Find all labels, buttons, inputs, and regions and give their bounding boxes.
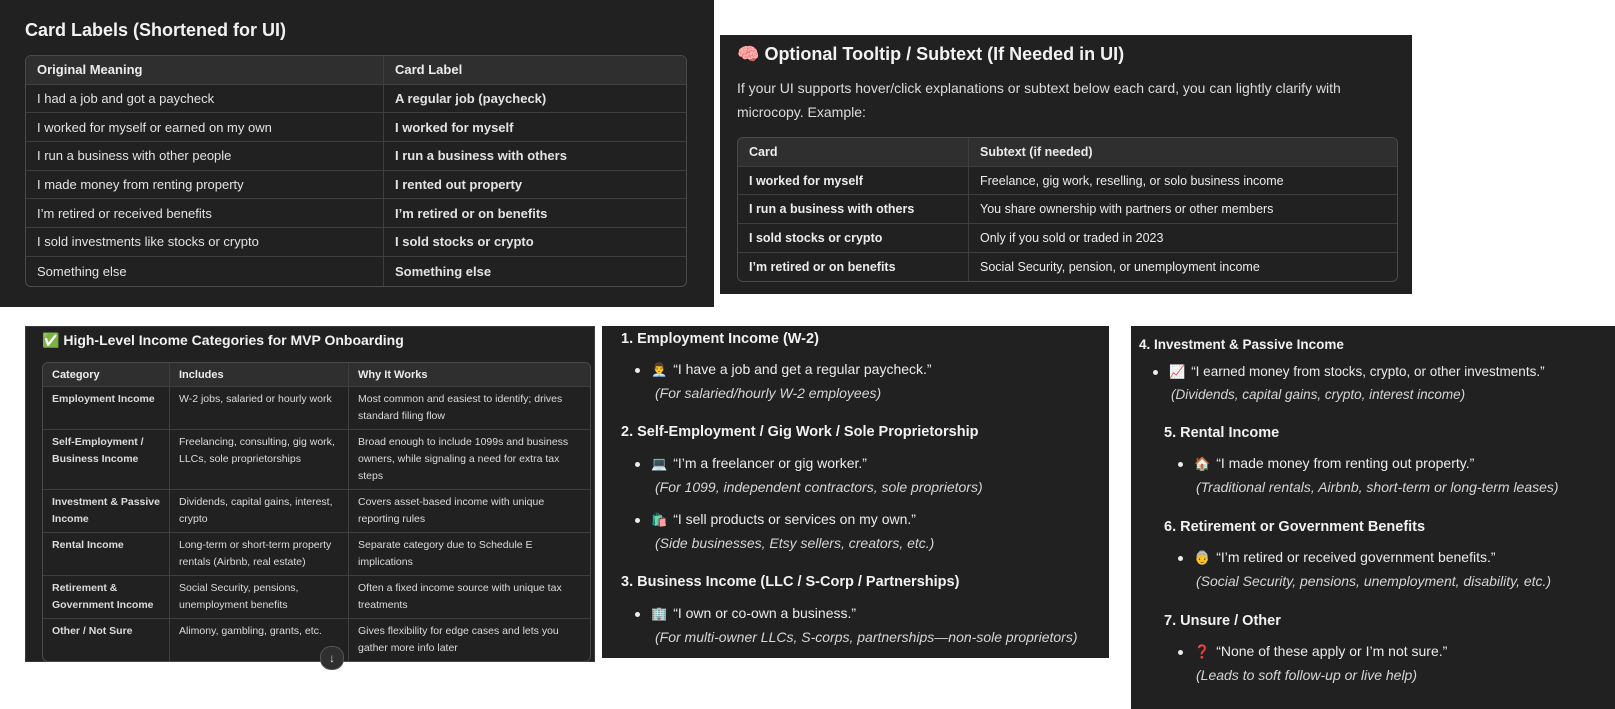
table-cell: I sold stocks or crypto — [383, 228, 686, 257]
brain-icon: 🧠 — [737, 44, 760, 64]
chart-increasing-icon: 📈 — [1169, 364, 1186, 379]
table-row — [26, 199, 686, 228]
table-cell: I worked for myself — [383, 113, 686, 142]
table-cell: You share ownership with partners or other members — [968, 195, 1397, 224]
table-cell: I’m retired or on benefits — [383, 199, 686, 228]
list-item: 🛍️ “I sell products or services on my own.” — [635, 511, 916, 528]
table-cell: Other / Not Sure — [52, 625, 133, 637]
table-cell: Alimony, gambling, grants, etc. — [169, 619, 348, 661]
table-cell: I worked for myself or earned on my own — [26, 113, 383, 142]
list-item: 👨‍💼 “I have a job and get a regular paycheck.” — [635, 361, 932, 378]
categories-panel — [25, 326, 595, 665]
list-item-subtext: (For multi-owner LLCs, S-corps, partnerships—non-sole proprietors) — [655, 629, 1078, 645]
categories-table — [42, 362, 591, 662]
laptop-icon: 💻 — [651, 456, 668, 471]
table-row — [43, 387, 590, 430]
card-labels-table — [25, 55, 687, 287]
office-worker-icon: 👨‍💼 — [651, 362, 668, 377]
table-row — [26, 113, 686, 142]
table-cell: I sold stocks or crypto — [738, 224, 968, 253]
section-heading: 5. Rental Income — [1164, 425, 1280, 441]
list-item-subtext: (For 1099, independent contractors, sole proprietors) — [655, 479, 983, 495]
tooltip-intro: If your UI supports hover/click explanations or subtext below each card, you can lightly clarify with microcopy. Example: — [737, 80, 1341, 120]
column-header: Includes — [169, 363, 348, 387]
table-cell: Something else — [383, 257, 686, 286]
table-cell: Freelance, gig work, reselling, or solo business income — [968, 167, 1397, 196]
table-cell: W-2 jobs, salaried or hourly work — [169, 387, 348, 430]
tooltip-title-text: Optional Tooltip / Subtext (If Needed in UI) — [764, 44, 1125, 64]
check-icon: ✅ — [42, 332, 60, 348]
older-person-icon: 👵 — [1194, 550, 1211, 565]
categories-title-text: High-Level Income Categories for MVP Onboarding — [63, 332, 404, 348]
house-icon: 🏠 — [1194, 456, 1211, 471]
income-list-panel-1 — [602, 326, 1109, 658]
scroll-down-button[interactable] — [320, 646, 344, 670]
list-item: 🏢 “I own or co-own a business.” — [635, 605, 856, 622]
list-item: 💻 “I’m a freelancer or gig worker.” — [635, 455, 867, 472]
table-cell: I run a business with others — [383, 142, 686, 171]
table-cell: Long-term or short-term property rentals (Airbnb, real estate) — [169, 533, 348, 576]
table-cell: Covers asset-based income with unique reporting rules — [348, 490, 590, 533]
column-header: Original Meaning — [26, 56, 383, 85]
table-cell: Rental Income — [43, 533, 169, 576]
table-cell: Freelancing, consulting, gig work, LLCs, sole proprietorships — [169, 430, 348, 490]
table-row — [43, 533, 590, 576]
office-building-icon: 🏢 — [651, 606, 668, 621]
table-cell: I’m retired or received benefits — [26, 199, 383, 228]
section-heading: 4. Investment & Passive Income — [1139, 337, 1344, 352]
column-header: Why It Works — [348, 363, 590, 387]
list-item: 🏠 “I made money from renting out property.” — [1178, 455, 1474, 472]
table-cell: I worked for myself — [738, 167, 968, 196]
section-heading: 1. Employment Income (W-2) — [621, 331, 819, 347]
list-item-subtext: (Side businesses, Etsy sellers, creators, etc.) — [655, 535, 935, 551]
table-cell: Dividends, capital gains, interest, crypto — [169, 490, 348, 533]
table-cell: Self-Employment / Business Income — [43, 430, 169, 490]
table-row — [738, 253, 1397, 282]
column-header: Card — [738, 138, 968, 167]
table-row — [43, 576, 590, 619]
card-labels-panel — [0, 0, 714, 307]
table-cell: I had a job and got a paycheck — [26, 85, 383, 114]
table-header-row — [26, 56, 686, 85]
section-heading: 7. Unsure / Other — [1164, 613, 1281, 629]
column-header: Card Label — [383, 56, 686, 85]
table-cell: A regular job (paycheck) — [383, 85, 686, 114]
table-cell: Separate category due to Schedule E implications — [348, 533, 590, 576]
table-cell: I rented out property — [383, 171, 686, 200]
table-cell: Only if you sold or traded in 2023 — [968, 224, 1397, 253]
categories-title — [42, 332, 404, 349]
table-row — [26, 257, 686, 286]
list-item-subtext: (Social Security, pensions, unemployment, disability, etc.) — [1196, 573, 1552, 589]
list-item: 📈 “I earned money from stocks, crypto, or other investments.” — [1153, 364, 1545, 380]
table-cell: I sold investments like stocks or crypto — [26, 228, 383, 257]
section-heading: 6. Retirement or Government Benefits — [1164, 519, 1426, 535]
table-cell: I run a business with others — [738, 195, 968, 224]
tooltip-table — [737, 137, 1398, 282]
table-cell: Social Security, pension, or unemployment income — [968, 253, 1397, 282]
table-cell: I’m retired or on benefits — [749, 260, 896, 275]
column-header: Category — [43, 363, 169, 387]
question-mark-icon: ❓ — [1194, 644, 1211, 659]
table-header-row — [738, 138, 1397, 167]
table-cell: Often a fixed income source with unique tax treatments — [348, 576, 590, 619]
table-cell: Gives flexibility for edge cases and lets you gather more info later — [348, 619, 590, 661]
table-cell: Most common and easiest to identify; drives standard filing flow — [348, 387, 590, 430]
list-item-subtext: (Dividends, capital gains, crypto, interest income) — [1171, 387, 1466, 402]
list-item: ❓ “None of these apply or I’m not sure.” — [1178, 643, 1447, 660]
table-cell: Investment & Passive Income — [43, 490, 169, 533]
table-cell: Something else — [37, 263, 127, 279]
table-row — [43, 490, 590, 533]
table-cell: Retirement & Government Income — [43, 576, 169, 619]
table-row — [43, 430, 590, 490]
table-row — [26, 171, 686, 200]
arrow-down-icon: ↓ — [329, 651, 335, 665]
table-cell: I run a business with other people — [26, 142, 383, 171]
table-cell: Social Security, pensions, unemployment benefits — [169, 576, 348, 619]
table-cell: Broad enough to include 1099s and business owners, while signaling a need for extra tax steps — [348, 430, 590, 490]
table-row — [738, 195, 1397, 224]
card-labels-title: Card Labels (Shortened for UI) — [25, 20, 287, 40]
table-cell: I made money from renting property — [26, 171, 383, 200]
table-row — [738, 167, 1397, 196]
shopping-bags-icon: 🛍️ — [651, 512, 668, 527]
section-heading: 3. Business Income (LLC / S-Corp / Partnerships) — [621, 574, 960, 590]
list-item-subtext: (Traditional rentals, Airbnb, short-term or long-term leases) — [1196, 479, 1559, 495]
table-row — [26, 85, 686, 114]
section-heading: 2. Self-Employment / Gig Work / Sole Proprietorship — [621, 424, 979, 440]
income-list-panel-2 — [1131, 326, 1615, 709]
list-item-subtext: (For salaried/hourly W-2 employees) — [655, 385, 882, 401]
list-item: 👵 “I’m retired or received government benefits.” — [1178, 549, 1496, 566]
table-row — [26, 228, 686, 257]
table-header-row — [43, 363, 590, 387]
column-header: Subtext (if needed) — [968, 138, 1397, 167]
table-row — [26, 142, 686, 171]
table-row — [738, 224, 1397, 253]
table-cell: Employment Income — [43, 387, 169, 430]
tooltip-title — [737, 44, 1124, 65]
tooltip-panel — [720, 35, 1412, 294]
table-row — [43, 619, 590, 661]
list-item-subtext: (Leads to soft follow-up or live help) — [1196, 667, 1417, 683]
